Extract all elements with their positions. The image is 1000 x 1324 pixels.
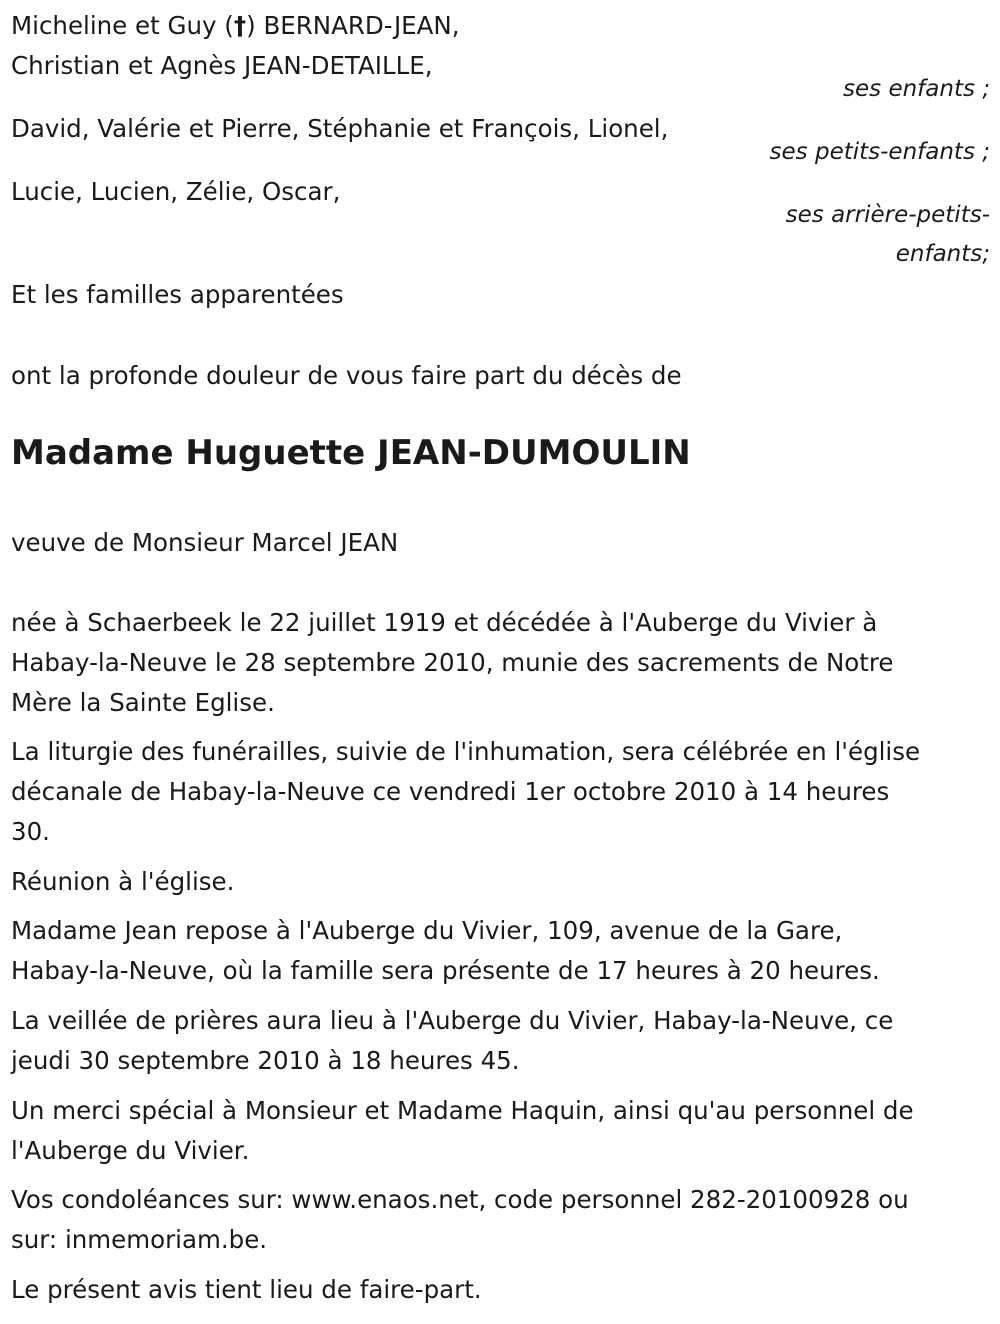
children-line-1-post: ) BERNARD-JEAN, <box>246 11 460 40</box>
rest-line-1: Madame Jean repose à l'Auberge du Vivier, 109, avenue de la Gare, <box>11 916 843 945</box>
meeting-line: Réunion à l'église. <box>11 867 235 896</box>
vigil-line-2: jeudi 30 septembre 2010 à 18 heures 45. <box>11 1046 520 1075</box>
cross-icon: † <box>233 11 247 40</box>
children-role: ses enfants ; <box>843 76 990 102</box>
widow-of: veuve de Monsieur Marcel JEAN <box>11 528 399 557</box>
great-grandchildren-line: Lucie, Lucien, Zélie, Oscar, <box>11 177 341 206</box>
liturgy-line-2: décanale de Habay-la-Neuve ce vendredi 1er octobre 2010 à 14 heures <box>11 777 890 806</box>
related-families: Et les familles apparentées <box>11 280 344 309</box>
condolences-line-1: Vos condoléances sur: www.enaos.net, code personnel 282-20100928 ou <box>11 1185 909 1214</box>
grandchildren-role: ses petits-enfants ; <box>769 139 990 165</box>
children-line-1 <box>11 11 460 40</box>
thanks-line-2: l'Auberge du Vivier. <box>11 1136 250 1165</box>
birth-line-3: Mère la Sainte Eglise. <box>11 688 275 717</box>
birth-line-2: Habay-la-Neuve le 28 septembre 2010, munie des sacrements de Notre <box>11 648 894 677</box>
condolences-line-2: sur: inmemoriam.be. <box>11 1225 268 1254</box>
notice-line: Le présent avis tient lieu de faire-part. <box>11 1275 482 1304</box>
great-grandchildren-role-2: enfants; <box>895 241 990 267</box>
rest-line-2: Habay-la-Neuve, où la famille sera présente de 17 heures à 20 heures. <box>11 956 880 985</box>
vigil-line-1: La veillée de prières aura lieu à l'Auberge du Vivier, Habay-la-Neuve, ce <box>11 1006 894 1035</box>
liturgy-line-3: 30. <box>11 817 50 846</box>
birth-line-1: née à Schaerbeek le 22 juillet 1919 et décédée à l'Auberge du Vivier à <box>11 608 878 637</box>
announcement: ont la profonde douleur de vous faire part du décès de <box>11 361 682 390</box>
children-line-2: Christian et Agnès JEAN-DETAILLE, <box>11 51 433 80</box>
thanks-line-1: Un merci spécial à Monsieur et Madame Haquin, ainsi qu'au personnel de <box>11 1096 914 1125</box>
deceased-name: Madame Huguette JEAN-DUMOULIN <box>11 433 691 473</box>
great-grandchildren-role-1: ses arrière-petits- <box>785 202 990 228</box>
grandchildren-line: David, Valérie et Pierre, Stéphanie et François, Lionel, <box>11 114 669 143</box>
liturgy-line-1: La liturgie des funérailles, suivie de l'inhumation, sera célébrée en l'église <box>11 737 921 766</box>
children-line-1-pre: Micheline et Guy ( <box>11 11 234 40</box>
